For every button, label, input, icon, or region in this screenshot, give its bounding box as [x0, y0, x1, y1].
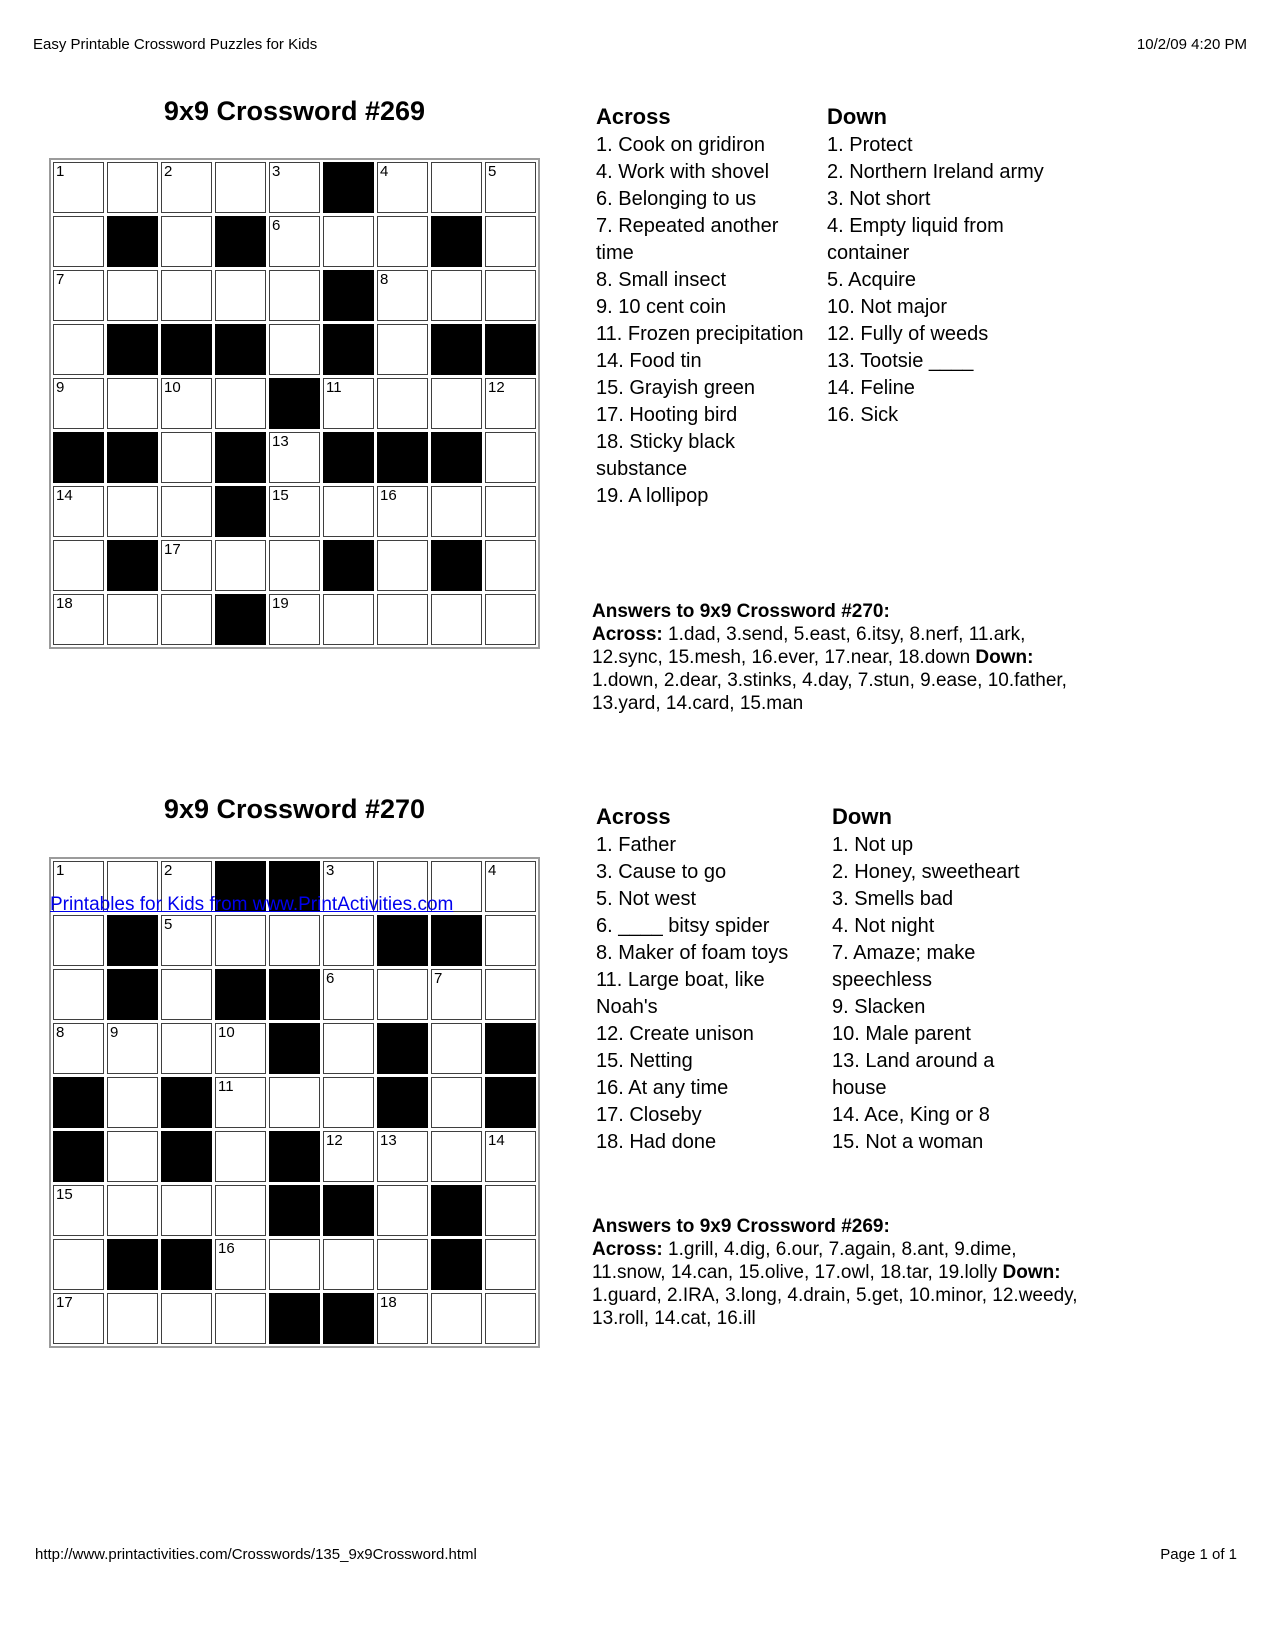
- clue-number: 8: [380, 271, 389, 288]
- clue-number: 13: [380, 1132, 397, 1149]
- grid-cell: [215, 1239, 266, 1290]
- clue-item: 9. Slacken: [832, 996, 926, 1018]
- clue-item: 18. Had done: [596, 1131, 717, 1153]
- clue-item: 4. Work with shovel: [596, 161, 770, 183]
- grid-cell: [53, 324, 104, 375]
- grid-cell-black: [269, 1023, 320, 1074]
- answers-across-label: Across:: [592, 624, 663, 645]
- grid-cell-black: [269, 1131, 320, 1182]
- grid-cell: [431, 270, 482, 321]
- clue-item: 16. Sick: [827, 404, 899, 426]
- grid-cell: [269, 1239, 320, 1290]
- grid-cell-black: [323, 1185, 374, 1236]
- clue-number: 3: [326, 862, 335, 879]
- grid-cell: [161, 378, 212, 429]
- answer-key: [592, 1215, 1082, 1330]
- clue-item: 3. Cause to go: [596, 861, 727, 883]
- grid-cell: [377, 1131, 428, 1182]
- clue-number: 17: [164, 541, 181, 558]
- grid-cell-black: [485, 324, 536, 375]
- clue-number: 9: [56, 379, 65, 396]
- grid-cell: [161, 969, 212, 1020]
- grid-cell: [323, 1077, 374, 1128]
- clue-number: 1: [56, 862, 65, 879]
- clue-item: 1. Father: [596, 834, 677, 856]
- grid-cell-black: [161, 1239, 212, 1290]
- clue-item: 15. Grayish green: [596, 377, 755, 399]
- grid-cell-black: [53, 1131, 104, 1182]
- grid-cell: [161, 1185, 212, 1236]
- grid-cell: [485, 270, 536, 321]
- grid-cell-black: [323, 432, 374, 483]
- grid-cell: [431, 1077, 482, 1128]
- grid-cell-black: [431, 324, 482, 375]
- grid-cell: [215, 1023, 266, 1074]
- grid-cell: [107, 486, 158, 537]
- answer-key-text: [592, 623, 1082, 715]
- grid-cell: [485, 1131, 536, 1182]
- grid-cell: [323, 216, 374, 267]
- answers-across-label: Across:: [592, 1239, 663, 1260]
- grid-cell: [215, 1185, 266, 1236]
- answers-down-list: 1.down, 2.dear, 3.stinks, 4.day, 7.stun, 9.ease, 10.father, 13.yard, 14.card, 15.man: [592, 670, 1067, 714]
- clue-item: 10. Not major: [827, 296, 948, 318]
- clue-number: 15: [56, 1186, 73, 1203]
- grid-cell-black: [431, 432, 482, 483]
- grid-cell: [323, 915, 374, 966]
- clue-item: 17. Closeby: [596, 1104, 702, 1126]
- grid-cell: [485, 594, 536, 645]
- grid-cell-black: [431, 915, 482, 966]
- grid-cell-black: [161, 1131, 212, 1182]
- clue-number: 14: [488, 1132, 505, 1149]
- answer-key-heading: Answers to 9x9 Crossword #269:: [592, 1216, 890, 1237]
- clue-number: 2: [164, 163, 173, 180]
- grid-cell: [485, 378, 536, 429]
- clue-number: 1: [56, 163, 65, 180]
- grid-cell: [107, 1077, 158, 1128]
- down-clues: [832, 802, 1054, 1156]
- grid-cell: [323, 1131, 374, 1182]
- grid-cell: [269, 594, 320, 645]
- grid-cell: [53, 594, 104, 645]
- grid-cell: [269, 1077, 320, 1128]
- grid-cell: [377, 162, 428, 213]
- grid-cell: [269, 162, 320, 213]
- grid-cell: [161, 540, 212, 591]
- clue-number: 18: [56, 595, 73, 612]
- grid-cell: [107, 270, 158, 321]
- clue-number: 18: [380, 1294, 397, 1311]
- grid-cell: [431, 1293, 482, 1344]
- grid-cell: [377, 486, 428, 537]
- grid-cell: [215, 162, 266, 213]
- down-clues: [827, 102, 1083, 429]
- clue-number: 10: [164, 379, 181, 396]
- grid-cell-black: [377, 1023, 428, 1074]
- clue-item: 6. Belonging to us: [596, 188, 757, 210]
- grid-cell: [161, 1023, 212, 1074]
- crossword-grid: [49, 857, 540, 1348]
- grid-cell: [53, 216, 104, 267]
- grid-cell-black: [485, 1023, 536, 1074]
- grid-cell: [269, 324, 320, 375]
- puzzle-title: 9x9 Crossword #270: [163, 794, 426, 824]
- grid-cell-black: [377, 915, 428, 966]
- grid-cell-black: [431, 1185, 482, 1236]
- down-heading: Down: [832, 804, 892, 829]
- clue-number: 5: [488, 163, 497, 180]
- clue-number: 12: [488, 379, 505, 396]
- grid-cell: [53, 540, 104, 591]
- across-heading: Across: [596, 104, 671, 129]
- across-clues: [596, 102, 816, 510]
- clue-item: 16. At any time: [596, 1077, 729, 1099]
- grid-cell: [269, 915, 320, 966]
- grid-cell-black: [377, 1077, 428, 1128]
- clue-item: 8. Small insect: [596, 269, 727, 291]
- clue-item: 2. Honey, sweetheart: [832, 861, 1020, 883]
- clue-number: 10: [218, 1024, 235, 1041]
- print-footer-page: Page 1 of 1: [1160, 1546, 1237, 1563]
- grid-cell: [53, 969, 104, 1020]
- answers-down-label: Down:: [975, 647, 1034, 668]
- clue-item: 9. 10 cent coin: [596, 296, 727, 318]
- grid-cell: [107, 1293, 158, 1344]
- grid-cell-black: [215, 324, 266, 375]
- clue-number: 7: [434, 970, 443, 987]
- grid-cell: [485, 540, 536, 591]
- clue-item: 18. Sticky black substance: [596, 431, 735, 480]
- grid-cell: [215, 1131, 266, 1182]
- grid-cell: [431, 486, 482, 537]
- clue-item: 5. Acquire: [827, 269, 916, 291]
- grid-cell: [377, 1185, 428, 1236]
- grid-cell: [215, 270, 266, 321]
- grid-cell: [53, 1293, 104, 1344]
- across-heading: Across: [596, 804, 671, 829]
- grid-cell-black: [53, 432, 104, 483]
- clue-item: 7. Amaze; make speechless: [832, 942, 976, 991]
- grid-cell: [269, 432, 320, 483]
- grid-cell: [161, 594, 212, 645]
- clue-item: 12. Fully of weeds: [827, 323, 989, 345]
- grid-cell-black: [107, 1239, 158, 1290]
- grid-cell: [53, 486, 104, 537]
- grid-cell-black: [431, 540, 482, 591]
- grid-cell: [377, 216, 428, 267]
- print-header-title: Easy Printable Crossword Puzzles for Kids: [33, 36, 318, 53]
- grid-cell: [53, 1023, 104, 1074]
- grid-cell: [485, 216, 536, 267]
- grid-cell-black: [269, 969, 320, 1020]
- grid-cell: [161, 915, 212, 966]
- grid-cell-black: [485, 1077, 536, 1128]
- clue-number: 16: [218, 1240, 235, 1257]
- clue-number: 12: [326, 1132, 343, 1149]
- grid-cell-black: [323, 162, 374, 213]
- answer-key-text: [592, 1238, 1082, 1330]
- grid-cell: [161, 1293, 212, 1344]
- answer-key-heading: Answers to 9x9 Crossword #270:: [592, 601, 890, 622]
- clue-item: 12. Create unison: [596, 1023, 754, 1045]
- clue-number: 7: [56, 271, 65, 288]
- grid-cell: [107, 378, 158, 429]
- grid-cell-black: [323, 540, 374, 591]
- grid-cell-black: [323, 270, 374, 321]
- grid-cell: [323, 1023, 374, 1074]
- clue-item: 17. Hooting bird: [596, 404, 738, 426]
- grid-cell-black: [53, 1077, 104, 1128]
- grid-cell: [323, 486, 374, 537]
- clue-number: 8: [56, 1024, 65, 1041]
- grid-cell-black: [215, 216, 266, 267]
- clue-item: 14. Food tin: [596, 350, 702, 372]
- clue-number: 6: [326, 970, 335, 987]
- grid-cell-black: [215, 432, 266, 483]
- clue-item: 1. Protect: [827, 134, 913, 156]
- grid-cell-black: [431, 1239, 482, 1290]
- print-footer-url: http://www.printactivities.com/Crosswords/135_9x9Crossword.html: [35, 1546, 477, 1563]
- grid-cell: [485, 1185, 536, 1236]
- clue-item: 10. Male parent: [832, 1023, 971, 1045]
- clue-number: 4: [380, 163, 389, 180]
- down-heading: Down: [827, 104, 887, 129]
- clue-item: 3. Smells bad: [832, 888, 954, 910]
- clue-number: 6: [272, 217, 281, 234]
- clue-number: 4: [488, 862, 497, 879]
- grid-cell: [269, 486, 320, 537]
- answers-across-list: 1.dad, 3.send, 5.east, 6.itsy, 8.nerf, 11.ark, 12.sync, 15.mesh, 16.ever, 17.near, 18.down: [592, 624, 1026, 668]
- grid-cell: [485, 969, 536, 1020]
- grid-cell: [215, 378, 266, 429]
- grid-cell-black: [323, 324, 374, 375]
- clue-item: 13. Tootsie ____: [827, 350, 974, 372]
- grid-cell: [485, 1293, 536, 1344]
- grid-cell-black: [269, 378, 320, 429]
- clue-number: 15: [272, 487, 289, 504]
- clue-number: 16: [380, 487, 397, 504]
- clue-item: 4. Empty liquid from container: [827, 215, 1004, 264]
- grid-cell: [53, 270, 104, 321]
- grid-cell: [323, 378, 374, 429]
- grid-cell: [485, 162, 536, 213]
- grid-cell: [377, 1239, 428, 1290]
- grid-cell: [485, 432, 536, 483]
- clue-item: 1. Cook on gridiron: [596, 134, 765, 156]
- clue-number: 11: [326, 379, 342, 396]
- grid-cell-black: [107, 432, 158, 483]
- grid-cell: [107, 1023, 158, 1074]
- grid-cell-black: [323, 1293, 374, 1344]
- grid-cell: [323, 1239, 374, 1290]
- clue-item: 14. Feline: [827, 377, 915, 399]
- puzzle-title: 9x9 Crossword #269: [163, 96, 426, 126]
- grid-cell: [269, 270, 320, 321]
- grid-cell-black: [107, 969, 158, 1020]
- grid-cell: [215, 540, 266, 591]
- grid-cell: [323, 594, 374, 645]
- grid-cell: [485, 861, 536, 912]
- grid-cell-black: [215, 486, 266, 537]
- clue-item: 2. Northern Ireland army: [827, 161, 1044, 183]
- answers-across-list: 1.grill, 4.dig, 6.our, 7.again, 8.ant, 9.dime, 11.snow, 14.can, 15.olive, 17.owl, 18.tar, 19.lolly: [592, 1239, 1017, 1283]
- grid-cell: [377, 324, 428, 375]
- clue-number: 19: [272, 595, 289, 612]
- print-header-timestamp: 10/2/09 4:20 PM: [1136, 36, 1247, 53]
- clue-item: 6. ____ bitsy spider: [596, 915, 770, 937]
- grid-cell: [161, 486, 212, 537]
- grid-cell: [215, 915, 266, 966]
- answer-key: [592, 600, 1082, 715]
- answers-down-label: Down:: [1002, 1262, 1061, 1283]
- grid-cell: [53, 1239, 104, 1290]
- grid-cell: [53, 378, 104, 429]
- grid-cell: [431, 969, 482, 1020]
- answers-down-list: 1.guard, 2.IRA, 3.long, 4.drain, 5.get, 10.minor, 12.weedy, 13.roll, 14.cat, 16.ill: [592, 1285, 1078, 1329]
- clue-item: 15. Not a woman: [832, 1131, 984, 1153]
- grid-cell: [431, 594, 482, 645]
- grid-cell: [377, 540, 428, 591]
- clue-number: 13: [272, 433, 289, 450]
- grid-cell: [269, 216, 320, 267]
- clue-number: 2: [164, 862, 173, 879]
- clue-item: 15. Netting: [596, 1050, 693, 1072]
- printactivities-link[interactable]: Printables for Kids from www.PrintActivities.com: [50, 894, 454, 915]
- clue-item: 11. Frozen precipitation: [596, 323, 804, 345]
- grid-cell: [53, 915, 104, 966]
- clue-item: 5. Not west: [596, 888, 697, 910]
- grid-cell: [377, 378, 428, 429]
- grid-cell: [53, 1185, 104, 1236]
- clue-number: 9: [110, 1024, 119, 1041]
- clue-item: 7. Repeated another time: [596, 215, 779, 264]
- clue-item: 19. A lollipop: [596, 485, 709, 507]
- grid-cell-black: [161, 324, 212, 375]
- clue-number: 17: [56, 1294, 73, 1311]
- grid-cell: [431, 1023, 482, 1074]
- grid-cell: [431, 1131, 482, 1182]
- clue-number: 11: [218, 1078, 234, 1095]
- grid-cell: [107, 1131, 158, 1182]
- clue-item: 1. Not up: [832, 834, 914, 856]
- grid-cell-black: [215, 969, 266, 1020]
- grid-cell: [107, 594, 158, 645]
- grid-cell: [161, 270, 212, 321]
- across-clues: [596, 802, 828, 1156]
- grid-cell: [377, 1293, 428, 1344]
- grid-cell: [485, 1239, 536, 1290]
- crossword-grid: [49, 158, 540, 649]
- grid-cell: [377, 594, 428, 645]
- grid-cell-black: [377, 432, 428, 483]
- grid-cell: [431, 378, 482, 429]
- clue-number: 14: [56, 487, 73, 504]
- grid-cell: [215, 1077, 266, 1128]
- clue-item: 11. Large boat, like Noah's: [596, 969, 765, 1018]
- grid-cell: [53, 162, 104, 213]
- grid-cell: [161, 432, 212, 483]
- clue-item: 13. Land around a house: [832, 1050, 995, 1099]
- grid-cell: [431, 162, 482, 213]
- grid-cell: [269, 540, 320, 591]
- grid-cell-black: [269, 1293, 320, 1344]
- clue-item: 8. Maker of foam toys: [596, 942, 789, 964]
- grid-cell: [377, 969, 428, 1020]
- clue-item: 14. Ace, King or 8: [832, 1104, 990, 1126]
- grid-cell-black: [161, 1077, 212, 1128]
- clue-item: 4. Not night: [832, 915, 935, 937]
- grid-cell-black: [107, 216, 158, 267]
- grid-cell: [215, 1293, 266, 1344]
- grid-cell-black: [107, 915, 158, 966]
- grid-cell: [107, 1185, 158, 1236]
- grid-cell-black: [269, 1185, 320, 1236]
- grid-cell: [107, 162, 158, 213]
- grid-cell: [377, 270, 428, 321]
- grid-cell-black: [107, 324, 158, 375]
- clue-number: 3: [272, 163, 281, 180]
- grid-cell-black: [215, 594, 266, 645]
- grid-cell: [323, 969, 374, 1020]
- grid-cell: [485, 486, 536, 537]
- clue-number: 5: [164, 916, 173, 933]
- grid-cell-black: [431, 216, 482, 267]
- grid-cell: [485, 915, 536, 966]
- grid-cell: [161, 216, 212, 267]
- grid-cell: [161, 162, 212, 213]
- grid-cell-black: [107, 540, 158, 591]
- clue-item: 3. Not short: [827, 188, 931, 210]
